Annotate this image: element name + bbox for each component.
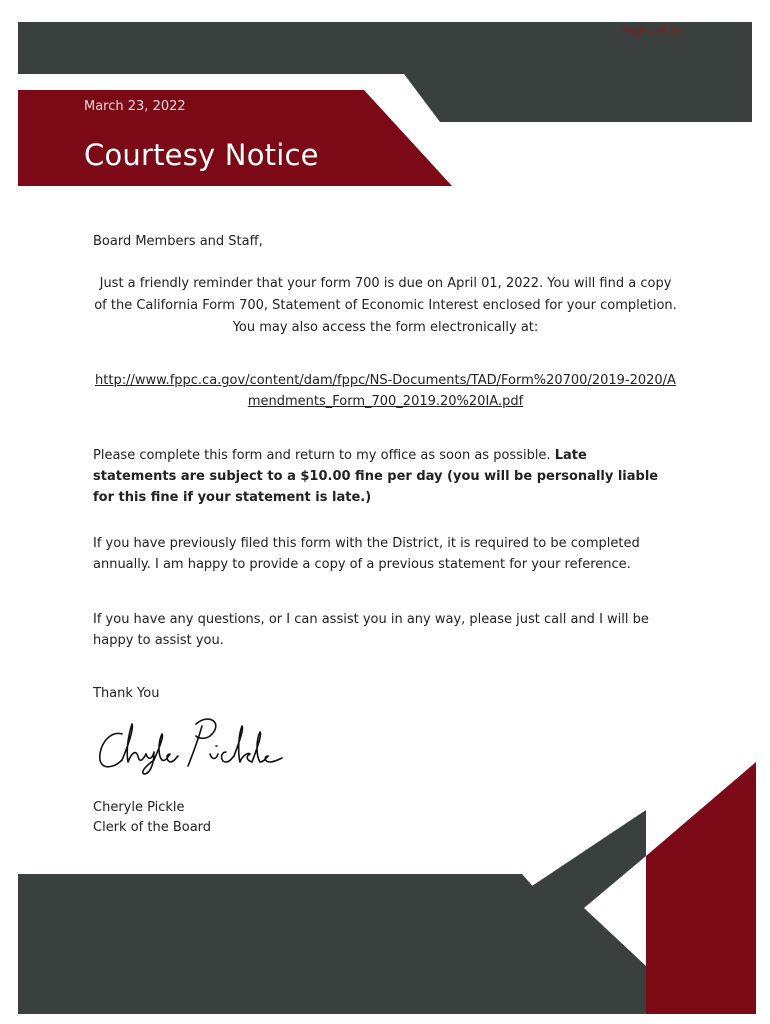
maroon-corner-triangle: [646, 762, 756, 1014]
handwritten-signature: [92, 706, 292, 776]
late-fine-warning: Late statements are subject to a $10.00 fine per day (you will be personally liable for this fine if your statement is late.): [93, 448, 659, 505]
intro-paragraph: Just a friendly reminder that your form 700 is due on April 01, 2022. You will find a copy of the California Form 700, Statement of Economic Interest enclosed for your completion. You may also access the form electronically at:: [94, 276, 677, 335]
signer-name: Cheryle Pickle: [93, 800, 185, 815]
notice-date: March 23, 2022: [84, 99, 186, 114]
late-statement-paragraph: [93, 445, 673, 508]
annual-filing-paragraph: If you have previously filed this form with the District, it is required to be completed annually. I am happy to provide a copy of a previous statement for your reference.: [93, 536, 640, 572]
salutation: Board Members and Staff,: [93, 234, 263, 249]
signer-title: Clerk of the Board: [93, 820, 212, 835]
signer-block: [93, 798, 211, 838]
paragraph-text: Please complete this form and return to my office as soon as possible.: [93, 448, 555, 463]
page-number: Page 1 of 50: [622, 26, 682, 36]
closing: Thank You: [93, 686, 160, 701]
form-700-link[interactable]: http://www.fppc.ca.gov/content/dam/fppc/NS-Documents/TAD/Form%20700/2019-2020/Amendments_Form_700_2019.20%20IA.pdf: [95, 373, 676, 409]
page-title: Courtesy Notice: [84, 138, 319, 172]
assistance-paragraph: If you have any questions, or I can assist you in any way, please just call and I will be happy to assist you.: [93, 612, 649, 648]
